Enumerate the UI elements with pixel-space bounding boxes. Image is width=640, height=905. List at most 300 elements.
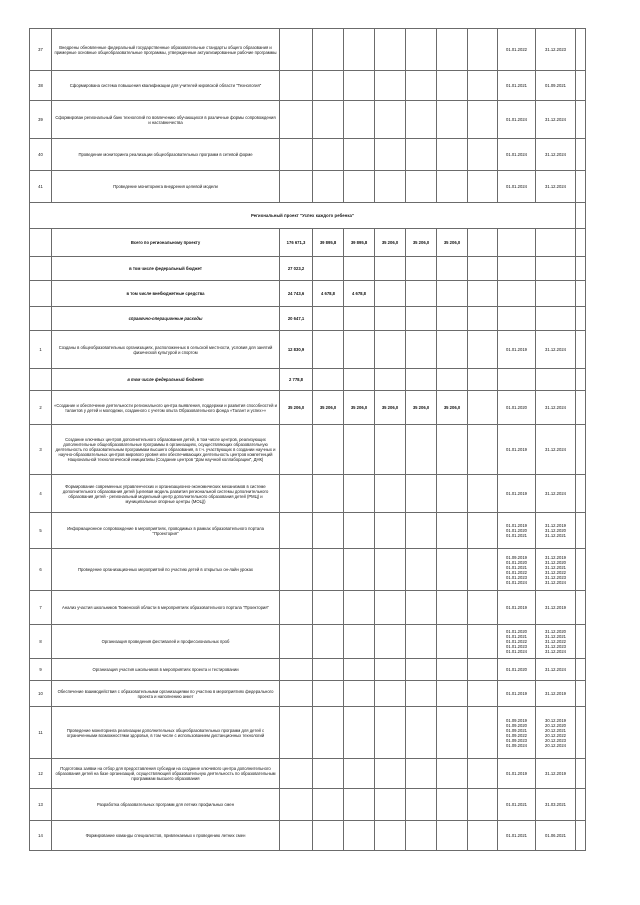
row-value: 35 206,0	[375, 391, 406, 425]
empty-cell	[313, 591, 344, 625]
empty-cell	[536, 281, 576, 307]
empty-cell	[344, 475, 375, 513]
table-row	[30, 281, 586, 307]
empty-cell	[498, 369, 536, 391]
empty-cell	[280, 549, 313, 591]
empty-cell	[576, 307, 586, 331]
table-row	[30, 513, 586, 549]
empty-cell	[344, 659, 375, 681]
empty-cell	[468, 789, 498, 821]
empty-cell	[280, 625, 313, 659]
empty-cell	[344, 101, 375, 139]
summary-value	[313, 307, 344, 331]
empty-cell	[406, 369, 437, 391]
empty-cell	[375, 171, 406, 203]
end-date: 31.12.2024	[536, 659, 576, 681]
row-number: 4	[30, 475, 52, 513]
summary-value: 39 895,8	[313, 229, 344, 257]
table-row	[30, 549, 586, 591]
empty-cell	[406, 681, 437, 707]
start-date: 01.01.2020 01.01.2021 01.01.2022 01.01.2023 01.01.2024	[498, 625, 536, 659]
empty-cell	[468, 659, 498, 681]
end-date: 31.12.2019	[536, 681, 576, 707]
empty-cell	[468, 257, 498, 281]
table-row	[30, 257, 586, 281]
summary-value: 24 743,6	[280, 281, 313, 307]
row-number: 3	[30, 425, 52, 475]
table-row	[30, 659, 586, 681]
row-name: Сформирована система повышения квалификации для учителей кировской области "Технология"	[52, 71, 280, 101]
empty-cell	[313, 139, 344, 171]
empty-cell	[280, 821, 313, 851]
empty-cell	[437, 139, 468, 171]
end-date: 31.12.2024	[536, 101, 576, 139]
end-date: 01.06.2021	[536, 821, 576, 851]
row-number: 41	[30, 171, 52, 203]
empty-cell	[437, 475, 468, 513]
empty-cell	[313, 29, 344, 71]
empty-cell	[344, 681, 375, 707]
empty-cell	[576, 759, 586, 789]
end-date: 31.12.2020 31.12.2021 31.12.2022 31.12.2023 31.12.2024	[536, 625, 576, 659]
empty-cell	[437, 71, 468, 101]
table-row	[30, 625, 586, 659]
empty-cell	[280, 139, 313, 171]
empty-cell	[375, 591, 406, 625]
empty-cell	[313, 625, 344, 659]
row-value: 35 206,0	[344, 391, 375, 425]
end-date: 31.12.2019 31.12.2020 31.12.2021	[536, 513, 576, 549]
empty-cell	[437, 425, 468, 475]
empty-cell	[536, 229, 576, 257]
empty-cell	[280, 659, 313, 681]
empty-cell	[375, 475, 406, 513]
empty-cell	[313, 549, 344, 591]
row-number: 2	[30, 391, 52, 425]
empty-cell	[468, 549, 498, 591]
empty-cell	[576, 681, 586, 707]
empty-cell	[375, 101, 406, 139]
empty-cell	[375, 659, 406, 681]
empty-cell	[30, 257, 52, 281]
empty-cell	[406, 759, 437, 789]
empty-cell	[280, 707, 313, 759]
start-date: 01.09.2019 01.09.2020 01.09.2021 01.09.2022 01.09.2023 01.09.2024	[498, 707, 536, 759]
empty-cell	[344, 331, 375, 369]
empty-cell	[437, 101, 468, 139]
empty-cell	[280, 789, 313, 821]
empty-cell	[313, 681, 344, 707]
empty-cell	[30, 281, 52, 307]
empty-cell	[406, 513, 437, 549]
empty-cell	[280, 29, 313, 71]
summary-value	[406, 307, 437, 331]
row-name: Подготовка заявки на отбор для предоставления субсидии на создание ключевого центра дополнительного образования детей на базе организаций, осуществляющей образовательную деятельность по образовательным программам высшего образования	[52, 759, 280, 789]
empty-cell	[313, 759, 344, 789]
row-value: 35 206,0	[280, 391, 313, 425]
empty-cell	[437, 759, 468, 789]
empty-cell	[468, 101, 498, 139]
empty-cell	[375, 369, 406, 391]
empty-cell	[437, 369, 468, 391]
row-name: Внедрены обновленные федеральный государственные образовательные стандарты общего образования и примерные основные общеобразовательные программы, утвержденные актуализированные рабочие программы	[52, 29, 280, 71]
row-number: 40	[30, 139, 52, 171]
table-row	[30, 369, 586, 391]
table-row	[30, 229, 586, 257]
empty-cell	[468, 391, 498, 425]
row-name: Формирование команды специалистов, привлекаемых к проведению летних смен	[52, 821, 280, 851]
row-number: 9	[30, 659, 52, 681]
table-row	[30, 759, 586, 789]
end-date: 31.12.2019	[536, 759, 576, 789]
empty-cell	[437, 789, 468, 821]
start-date: 01.01.2024	[498, 101, 536, 139]
empty-cell	[280, 513, 313, 549]
empty-cell	[313, 475, 344, 513]
table-row	[30, 821, 586, 851]
empty-cell	[576, 203, 586, 229]
empty-cell	[437, 681, 468, 707]
end-date: 31.12.2024	[536, 391, 576, 425]
empty-cell	[468, 681, 498, 707]
row-name: Информационное сопровождение в мероприятиях, проводимых в рамках образовательного портала "Проектория"	[52, 513, 280, 549]
start-date: 01.01.2021	[498, 71, 536, 101]
row-name: Организация проведения фестивалей и профессиональных проб	[52, 625, 280, 659]
summary-value	[437, 281, 468, 307]
row-name: Сформирован региональный банк технологий по вовлечению обучающихся в различные формы сопровождения и наставничества	[52, 101, 280, 139]
empty-cell	[375, 789, 406, 821]
row-value: 35 206,0	[406, 391, 437, 425]
empty-cell	[313, 331, 344, 369]
table-row	[30, 171, 586, 203]
row-name: Формирование современных управленческих и организационно-экономических механизмов в системе дополнительного образования детей (целевая модель развития региональной системы дополнительного образования детей - региональный модельный центр дополнительного образования детей (РМЦ) и муниципальные опорные центры (МОЦ))	[52, 475, 280, 513]
table-row	[30, 29, 586, 71]
row-number: 5	[30, 513, 52, 549]
empty-cell	[468, 307, 498, 331]
empty-cell	[313, 425, 344, 475]
empty-cell	[344, 625, 375, 659]
empty-cell	[406, 171, 437, 203]
summary-label: в том числе федеральный бюджет	[52, 257, 280, 281]
start-date: 01.09.2019 01.01.2020 01.01.2021 01.01.2022 01.01.2023 01.01.2024	[498, 549, 536, 591]
summary-value: 4 678,8	[344, 281, 375, 307]
empty-cell	[437, 591, 468, 625]
end-date: 31.12.2024	[536, 139, 576, 171]
row-name: Анализ участия школьников Тюменской области в мероприятиях образовательного портала "Проектория"	[52, 591, 280, 625]
empty-cell	[406, 475, 437, 513]
empty-cell	[576, 707, 586, 759]
empty-cell	[576, 821, 586, 851]
empty-cell	[313, 369, 344, 391]
start-date: 01.01.2019	[498, 591, 536, 625]
summary-value	[437, 257, 468, 281]
empty-cell	[375, 549, 406, 591]
summary-value	[344, 257, 375, 281]
empty-cell	[344, 707, 375, 759]
empty-cell	[576, 591, 586, 625]
summary-label: в том числе внебюджетные средства	[52, 281, 280, 307]
empty-cell	[468, 513, 498, 549]
table-row	[30, 71, 586, 101]
empty-cell	[375, 821, 406, 851]
empty-cell	[576, 513, 586, 549]
end-date: 01.09.2021	[536, 71, 576, 101]
row-number: 10	[30, 681, 52, 707]
empty-cell	[468, 475, 498, 513]
end-date: 31.12.2023	[536, 29, 576, 71]
empty-cell	[576, 331, 586, 369]
empty-cell	[468, 591, 498, 625]
summary-value	[406, 257, 437, 281]
empty-cell	[280, 475, 313, 513]
empty-cell	[406, 625, 437, 659]
empty-cell	[406, 789, 437, 821]
empty-cell	[406, 591, 437, 625]
table-row	[30, 139, 586, 171]
start-date: 01.01.2024	[498, 171, 536, 203]
section-header-row	[30, 203, 586, 229]
empty-cell	[576, 659, 586, 681]
row-name: Организация участия школьников в мероприятиях проекта и тестировании	[52, 659, 280, 681]
empty-cell	[313, 821, 344, 851]
empty-cell	[30, 369, 52, 391]
empty-cell	[437, 659, 468, 681]
empty-cell	[280, 425, 313, 475]
table-row	[30, 681, 586, 707]
start-date: 01.01.2019	[498, 681, 536, 707]
empty-cell	[468, 171, 498, 203]
section-title: Региональный проект "Успех каждого ребенка"	[30, 203, 576, 229]
empty-cell	[375, 425, 406, 475]
empty-cell	[437, 707, 468, 759]
row-name: Проведение организационных мероприятий по участию детей в открытых он-лайн уроках	[52, 549, 280, 591]
empty-cell	[576, 139, 586, 171]
empty-cell	[313, 789, 344, 821]
row-number: 13	[30, 789, 52, 821]
empty-cell	[406, 659, 437, 681]
empty-cell	[375, 331, 406, 369]
empty-cell	[406, 821, 437, 851]
start-date: 01.01.2020	[498, 659, 536, 681]
start-date: 01.01.2022	[498, 29, 536, 71]
empty-cell	[375, 71, 406, 101]
empty-cell	[30, 229, 52, 257]
empty-cell	[375, 139, 406, 171]
summary-value	[437, 307, 468, 331]
table-row	[30, 307, 586, 331]
summary-value	[375, 257, 406, 281]
empty-cell	[468, 821, 498, 851]
summary-label: справочно-операционные расходы	[52, 307, 280, 331]
empty-cell	[344, 425, 375, 475]
empty-cell	[576, 71, 586, 101]
end-date: 31.12.2024	[536, 331, 576, 369]
empty-cell	[313, 513, 344, 549]
empty-cell	[375, 625, 406, 659]
end-date: 31.03.2021	[536, 789, 576, 821]
empty-cell	[576, 369, 586, 391]
row-value: 35 206,0	[437, 391, 468, 425]
table-row	[30, 425, 586, 475]
row-number: 38	[30, 71, 52, 101]
row-name: Создание ключевых центров дополнительного образования детей, в том числе центров, реализующих дополнительные общеобразовательные программы в организациях, осуществляющих образовательную деятельность по образовательным программам высшего образования, в т.ч. участвующих в создании научных и научно-образовательных центров мирового уровня или обеспечивающих деятельность центров компетенций Национальной технологической инициативы (Создание центров "Дом научной коллаборации", ДНК)	[52, 425, 280, 475]
empty-cell	[375, 29, 406, 71]
start-date: 01.01.2021	[498, 789, 536, 821]
empty-cell	[280, 759, 313, 789]
empty-cell	[437, 29, 468, 71]
empty-cell	[406, 425, 437, 475]
summary-value: 35 206,0	[406, 229, 437, 257]
table-row	[30, 591, 586, 625]
empty-cell	[468, 281, 498, 307]
empty-cell	[280, 71, 313, 101]
empty-cell	[344, 71, 375, 101]
empty-cell	[498, 229, 536, 257]
empty-cell	[344, 369, 375, 391]
empty-cell	[468, 707, 498, 759]
empty-cell	[437, 625, 468, 659]
empty-cell	[344, 591, 375, 625]
empty-cell	[375, 707, 406, 759]
empty-cell	[406, 29, 437, 71]
empty-cell	[498, 307, 536, 331]
end-date: 31.12.2019	[536, 591, 576, 625]
empty-cell	[406, 707, 437, 759]
start-date: 01.01.2020	[498, 391, 536, 425]
row-number: 1	[30, 331, 52, 369]
summary-value	[406, 281, 437, 307]
empty-cell	[313, 71, 344, 101]
empty-cell	[498, 257, 536, 281]
empty-cell	[437, 549, 468, 591]
empty-cell	[344, 139, 375, 171]
empty-cell	[468, 369, 498, 391]
summary-value	[344, 307, 375, 331]
empty-cell	[313, 707, 344, 759]
empty-cell	[375, 681, 406, 707]
empty-cell	[344, 513, 375, 549]
empty-cell	[536, 369, 576, 391]
summary-value: 4 678,8	[313, 281, 344, 307]
start-date: 01.01.2024	[498, 139, 536, 171]
empty-cell	[406, 139, 437, 171]
table-row	[30, 391, 586, 425]
empty-cell	[280, 681, 313, 707]
summary-value	[375, 281, 406, 307]
summary-value	[313, 257, 344, 281]
empty-cell	[375, 759, 406, 789]
row-number: 12	[30, 759, 52, 789]
end-date: 30.12.2019 20.12.2020 20.12.2021 20.12.2022 20.12.2023 20.12.2024	[536, 707, 576, 759]
row-name: Проведение мониторинга реализации дополнительных общеобразовательных программ для детей с ограниченными возможностями здоровья, в том числе с использованием дистанционных технологий	[52, 707, 280, 759]
empty-cell	[576, 171, 586, 203]
empty-cell	[375, 513, 406, 549]
row-number: 8	[30, 625, 52, 659]
summary-value: 35 206,0	[375, 229, 406, 257]
table-row	[30, 331, 586, 369]
empty-cell	[576, 257, 586, 281]
empty-cell	[280, 171, 313, 203]
empty-cell	[406, 549, 437, 591]
start-date: 01.01.2019 01.01.2020 01.01.2021	[498, 513, 536, 549]
row-name: «Создание и обеспечение деятельности регионального центра выявления, поддержки и развития способностей и талантов у детей и молодежи, созданного с учетом опыта Образовательного фонда «Талант и успех»»	[52, 391, 280, 425]
row-number: 14	[30, 821, 52, 851]
row-number: 6	[30, 549, 52, 591]
empty-cell	[344, 789, 375, 821]
empty-cell	[468, 625, 498, 659]
empty-cell	[30, 307, 52, 331]
empty-cell	[437, 331, 468, 369]
summary-value: 35 206,0	[437, 229, 468, 257]
empty-cell	[576, 475, 586, 513]
empty-cell	[344, 171, 375, 203]
row-value: 12 830,9	[280, 331, 313, 369]
empty-cell	[536, 307, 576, 331]
start-date: 01.01.2021	[498, 821, 536, 851]
row-name: Проведение мониторинга внедрения целевой модели	[52, 171, 280, 203]
row-name: Обеспечение взаимодействия с образовательными организациями по участию в мероприятиях федерального проекта и наполнению анкет	[52, 681, 280, 707]
summary-value: 27 023,2	[280, 257, 313, 281]
empty-cell	[313, 659, 344, 681]
empty-cell	[437, 513, 468, 549]
empty-cell	[344, 759, 375, 789]
end-date: 31.12.2024	[536, 475, 576, 513]
empty-cell	[280, 101, 313, 139]
empty-cell	[344, 549, 375, 591]
summary-value: 39 895,8	[344, 229, 375, 257]
empty-cell	[576, 101, 586, 139]
empty-cell	[498, 281, 536, 307]
empty-cell	[437, 171, 468, 203]
empty-cell	[280, 591, 313, 625]
empty-cell	[468, 29, 498, 71]
table-row	[30, 101, 586, 139]
empty-cell	[468, 425, 498, 475]
empty-cell	[576, 625, 586, 659]
row-number: 11	[30, 707, 52, 759]
end-date: 31.12.2019 31.12.2020 31.12.2021 31.12.2022 31.12.2023 31.12.2024	[536, 549, 576, 591]
summary-label: Всего по региональному проекту	[52, 229, 280, 257]
project-table	[29, 28, 586, 851]
empty-cell	[576, 425, 586, 475]
empty-cell	[313, 171, 344, 203]
table-row	[30, 707, 586, 759]
empty-cell	[576, 391, 586, 425]
summary-value: 20 647,1	[280, 307, 313, 331]
empty-cell	[437, 821, 468, 851]
end-date: 31.12.2024	[536, 171, 576, 203]
table-row	[30, 475, 586, 513]
row-name: Разработка образовательных программ для летних профильных смен	[52, 789, 280, 821]
start-date: 01.01.2019	[498, 475, 536, 513]
table-row	[30, 789, 586, 821]
empty-cell	[406, 71, 437, 101]
empty-cell	[468, 229, 498, 257]
start-date: 01.01.2019	[498, 759, 536, 789]
row-value: 2 778,8	[280, 369, 313, 391]
empty-cell	[576, 281, 586, 307]
empty-cell	[344, 821, 375, 851]
row-value: 35 206,0	[313, 391, 344, 425]
row-number: 37	[30, 29, 52, 71]
empty-cell	[576, 29, 586, 71]
row-name: Созданы в общеобразовательных организациях, расположенных в сельской местности, условия для занятий физической культурой и спортом	[52, 331, 280, 369]
empty-cell	[344, 29, 375, 71]
empty-cell	[406, 331, 437, 369]
empty-cell	[536, 257, 576, 281]
row-number: 7	[30, 591, 52, 625]
empty-cell	[406, 101, 437, 139]
